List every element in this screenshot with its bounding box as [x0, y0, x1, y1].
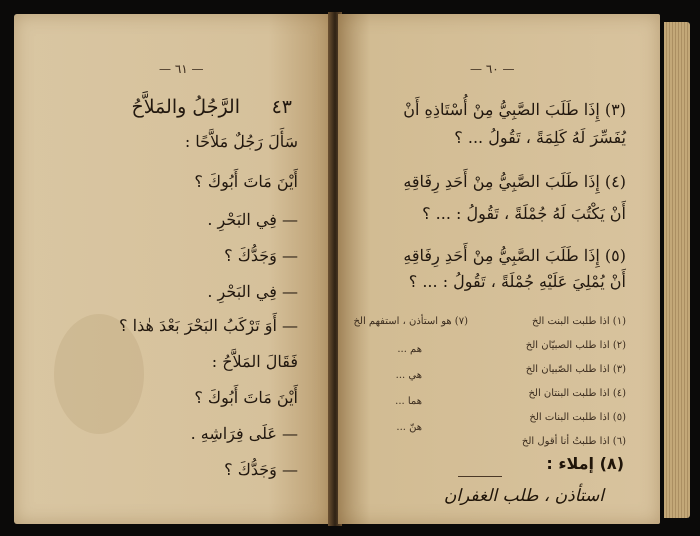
text-line: — وَجَدُّكَ ؟ — [224, 246, 298, 265]
question-line: يُفَسِّرَ لَهُ كَلِمَةً ، تَقُولُ ... ؟ — [454, 128, 626, 147]
left-page — [14, 14, 332, 524]
page-edges — [664, 22, 690, 518]
lesson-number: ٤٣ — [271, 96, 292, 118]
left-page-number: — ٦١ — — [159, 62, 204, 76]
exercise-item: (١) اذا طلبت البنت الخ — [532, 316, 626, 327]
text-line: — وَجَدُّكَ ؟ — [224, 460, 298, 479]
exercise-item: (٦) اذا طلبتُ أنا أقول الخ — [521, 436, 626, 447]
exercise-item: (٤) اذا طلبت البنتان الخ — [528, 388, 626, 399]
text-line: سَأَلَ رَجُلٌ مَلاَّحًا : — [184, 132, 298, 151]
handwritten-note: استأذن ، طلب الغفران — [443, 486, 604, 506]
exercise-item: (٥) اذا طلبت البنات الخ — [529, 412, 626, 423]
text-line: — فِي البَحْرِ . — [207, 282, 298, 301]
exercise-item: (٢) اذا طلب الصبيّان الخ — [525, 340, 626, 351]
question-line: أَنْ يَكْتُبَ لَهُ جُمْلَةً ، تَقُولُ : ... ؟ — [422, 204, 626, 223]
question-line: (٥) إِذَا طَلَبَ الصَّبِيُّ مِنْ أَحَدِ رِفَاقِهِ — [403, 246, 626, 265]
dictation-label: (٨) إملاء : — [546, 454, 624, 473]
exercise-item: (٣) اذا طلب الصّبيان الخ — [525, 364, 626, 375]
exercise-item: هم ... — [397, 344, 422, 355]
exercise-item: هي ... — [395, 370, 422, 381]
text-line: — فِي البَحْرِ . — [207, 210, 298, 229]
exercise-item: هنّ ... — [396, 422, 422, 433]
text-line: فَقَالَ المَلاَّحُ : — [211, 352, 298, 371]
text-line: — أَوَ تَرْكَبُ البَحْرَ بَعْدَ هٰذا ؟ — [119, 316, 298, 335]
text-line: أَيْنَ مَاتَ أَبُوكَ ؟ — [194, 388, 298, 407]
exercise-item: هما ... — [395, 396, 422, 407]
right-page — [338, 14, 660, 524]
exercise-item: (٧) هو استأذن ، استفهم الخ — [353, 316, 468, 327]
text-line: — عَلَى فِرَاشِهِ . — [190, 424, 298, 443]
question-line: (٣) إِذَا طَلَبَ الصَّبِيُّ مِنْ أُسْتَاذِهِ أَنْ — [403, 100, 626, 119]
right-page-number: — ٦٠ — — [470, 62, 515, 76]
divider-rule — [458, 476, 502, 477]
question-line: أَنْ يُمْلِيَ عَلَيْهِ جُمْلَةً ، تَقُولُ : ... ؟ — [408, 272, 626, 291]
question-line: (٤) إِذَا طَلَبَ الصَّبِيُّ مِنْ أَحَدِ رِفَاقِهِ — [403, 172, 626, 191]
text-line: أَيْنَ مَاتَ أَبُوكَ ؟ — [194, 172, 298, 191]
lesson-title: الرَّجُلُ والمَلاَّحُ — [131, 96, 240, 118]
